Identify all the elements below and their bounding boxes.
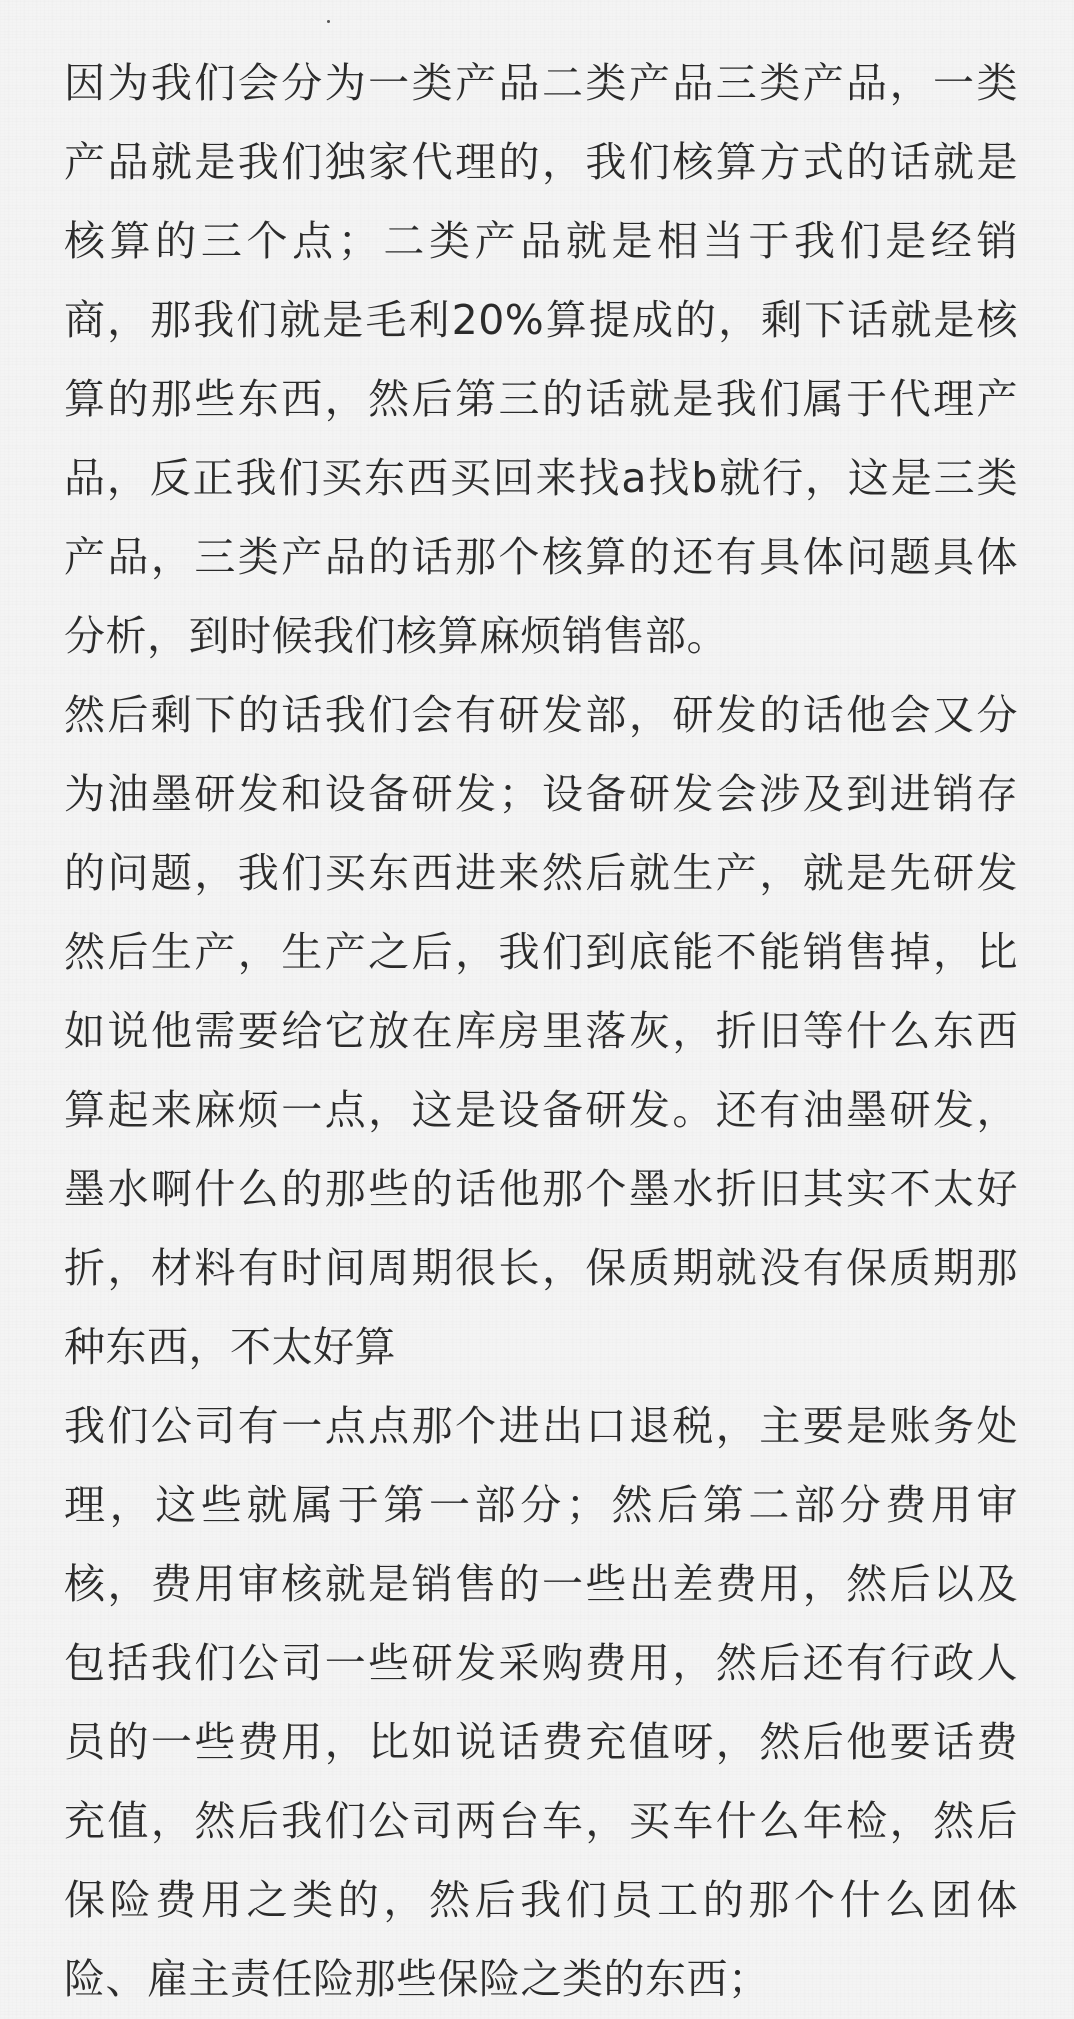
paragraph-product-categories: 因为我们会分为一类产品二类产品三类产品，一类产品就是我们独家代理的，我们核算方式的话就是核算的三个点；二类产品就是相当于我们是经销商，那我们就是毛利20%算提成的，剩下话就是核算的那些东西，然后第三的话就是我们属于代理产品，反正我们买东西买回来找a找b就行，这是三类产品，三类产品的话那个核算的还有具体问题具体分析，到时候我们核算麻烦销售部。 xyxy=(64,59,1018,660)
paragraph-tax-and-expenses: 我们公司有一点点那个进出口退税，主要是账务处理，这些就属于第一部分；然后第二部分费用审核，费用审核就是销售的一些出差费用，然后以及包括我们公司一些研发采购费用，然后还有行政人员的一些费用，比如说话费充值呀，然后他要话费充值，然后我们公司两台车，买车什么年检，然后保险费用之类的，然后我们员工的那个什么团体险、雇主责任险那些保险之类的东西； xyxy=(64,1402,1018,2003)
speck-mark xyxy=(327,20,330,23)
paragraph-rd-department: 然后剩下的话我们会有研发部，研发的话他会又分为油墨研发和设备研发；设备研发会涉及到进销存的问题，我们买东西进来然后就生产，就是先研发然后生产，生产之后，我们到底能不能销售掉，比如说他需要给它放在库房里落灰，折旧等什么东西算起来麻烦一点，这是设备研发。还有油墨研发，墨水啊什么的那些的话他那个墨水折旧其实不太好折，材料有时间周期很长，保质期就没有保质期那种东西，不太好算 xyxy=(64,691,1018,1371)
